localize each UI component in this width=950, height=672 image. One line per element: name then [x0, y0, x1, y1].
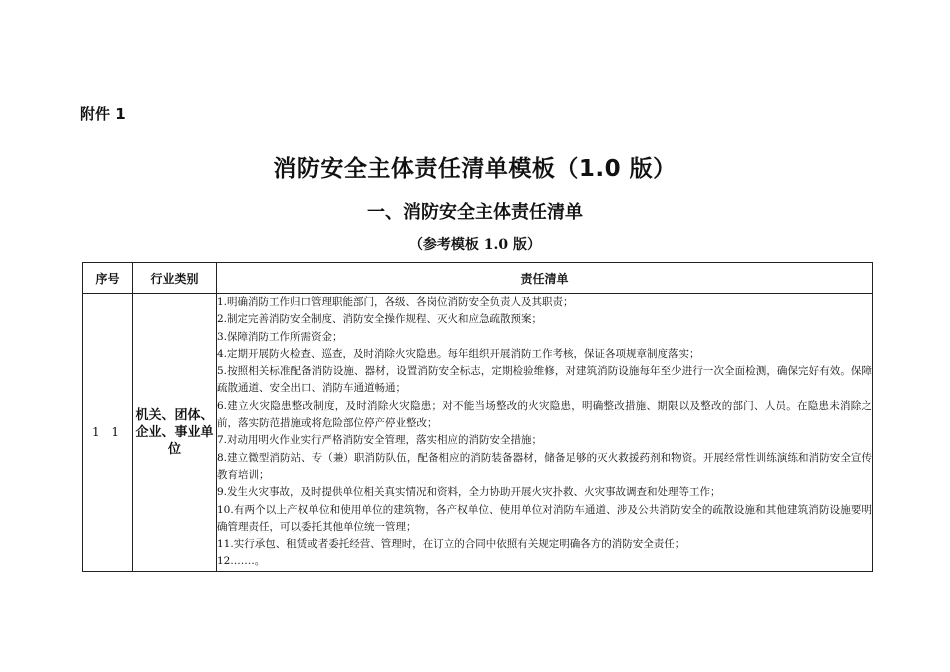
list-item: 8.建立微型消防站、专（兼）职消防队伍，配备相应的消防装备器材，储备足够的灭火救援药剂和物资。开展经常性训练演练和消防安全宣传教育培训；	[217, 451, 872, 481]
list-item: 1.明确消防工作归口管理职能部门，各级、各岗位消防安全负责人及其职责；	[217, 296, 574, 308]
responsibility-list-cell	[217, 294, 873, 572]
table-header-row	[83, 263, 873, 294]
template-version-note: （参考模板 1.0 版）	[408, 237, 542, 253]
list-item: 12.……。	[217, 555, 266, 568]
responsibility-table	[82, 262, 873, 572]
document-title: 消防安全主体责任清单模板（1.0 版）	[273, 156, 677, 182]
row-number: 1 1	[83, 294, 133, 572]
list-item: 2.制定完善消防安全制度、消防安全操作规程、灭火和应急疏散预案；	[217, 313, 543, 326]
list-item: 5.按照相关标准配备消防设施、器材，设置消防安全标志，定期检验维修，对建筑消防设施每年至少进行一次全面检测，确保完好有效。保障疏散通道、安全出口、消防车通道畅通；	[217, 365, 872, 395]
list-item: 10.有两个以上产权单位和使用单位的建筑物，各产权单位、使用单位对消防车通道、涉及公共消防安全的疏散设施和其他建筑消防设施要明确管理责任，可以委托其他单位统一管理；	[217, 503, 872, 533]
industry-category: 机关、团体、企业、事业单位	[133, 294, 217, 572]
column-header-responsibilities: 责任清单	[217, 263, 873, 294]
list-item: 6.建立火灾隐患整改制度，及时消除火灾隐患；对不能当场整改的火灾隐患，明确整改措施、期限以及整改的部门、人员。在隐患未消除之前，落实防范措施或将危险部位停产停业整改；	[217, 399, 872, 430]
list-item: 3.保障消防工作所需资金；	[217, 330, 343, 343]
section-heading: 一、消防安全主体责任清单	[367, 202, 583, 223]
list-item: 7.对动用明火作业实行严格消防安全管理，落实相应的消防安全措施；	[217, 434, 543, 447]
list-item: 9.发生火灾事故，及时提供单位相关真实情况和资料，全力协助开展火灾扑救、火灾事故调查和处理等工作；	[217, 486, 721, 499]
column-header-category: 行业类别	[133, 263, 217, 294]
attachment-label: 附件 1	[80, 105, 126, 123]
list-item: 4.定期开展防火检查、巡查，及时消除火灾隐患。每年组织开展消防工作考核，保证各项规章制度落实；	[217, 347, 700, 360]
responsibility-list	[217, 294, 872, 571]
table-row	[83, 294, 873, 572]
column-header-number: 序号	[83, 263, 133, 294]
list-item: 11.实行承包、租赁或者委托经营、管理时，在订立的合同中依照有关规定明确各方的消防安全责任；	[217, 538, 686, 551]
